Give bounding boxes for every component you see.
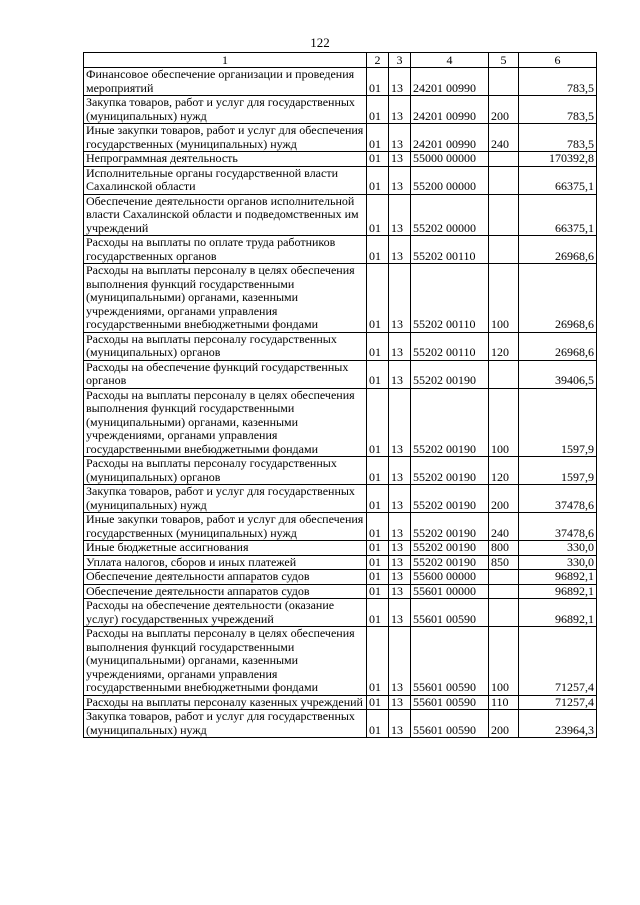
row-subsection: 13 (389, 96, 411, 124)
row-expense-type: 800 (489, 541, 519, 556)
row-name: Обеспечение деятельности аппаратов судов (84, 570, 367, 585)
row-subsection: 13 (389, 236, 411, 264)
row-section: 01 (367, 152, 389, 167)
budget-table (83, 52, 597, 738)
row-amount: 71257,4 (519, 695, 597, 710)
row-name: Обеспечение деятельности аппаратов судов (84, 584, 367, 599)
row-section: 01 (367, 513, 389, 541)
row-amount: 37478,6 (519, 513, 597, 541)
row-amount: 26968,6 (519, 332, 597, 360)
row-target-article: 24201 00990 (411, 124, 489, 152)
table-row (84, 124, 597, 152)
table-row (84, 96, 597, 124)
row-amount: 26968,6 (519, 264, 597, 333)
row-section: 01 (367, 485, 389, 513)
row-expense-type: 240 (489, 513, 519, 541)
row-subsection: 13 (389, 264, 411, 333)
row-section: 01 (367, 695, 389, 710)
table-row (84, 194, 597, 236)
row-target-article: 55601 00590 (411, 599, 489, 627)
row-name: Иные закупки товаров, работ и услуг для обеспечения государственных (муниципальных) нужд (84, 513, 367, 541)
row-name: Закупка товаров, работ и услуг для государственных (муниципальных) нужд (84, 710, 367, 738)
row-amount: 330,0 (519, 541, 597, 556)
row-amount: 96892,1 (519, 599, 597, 627)
row-subsection: 13 (389, 360, 411, 388)
row-amount: 66375,1 (519, 194, 597, 236)
row-name: Расходы на выплаты персоналу казенных учреждений (84, 695, 367, 710)
row-expense-type (489, 236, 519, 264)
header-col-5: 5 (489, 53, 519, 68)
table-row (84, 541, 597, 556)
row-subsection: 13 (389, 166, 411, 194)
row-target-article: 55202 00110 (411, 332, 489, 360)
row-name: Расходы на выплаты по оплате труда работников государственных органов (84, 236, 367, 264)
row-name: Расходы на выплаты персоналу государственных (муниципальных) органов (84, 457, 367, 485)
row-section: 01 (367, 124, 389, 152)
row-target-article: 55202 00190 (411, 360, 489, 388)
row-amount: 783,5 (519, 124, 597, 152)
row-expense-type (489, 194, 519, 236)
table-row (84, 360, 597, 388)
row-amount: 96892,1 (519, 584, 597, 599)
row-subsection: 13 (389, 599, 411, 627)
row-name: Расходы на выплаты персоналу в целях обеспечения выполнения функций государственными (муниципальными) органами, казенными учреждениями, органами управления государственными внебюджетными фондами (84, 627, 367, 696)
row-subsection: 13 (389, 627, 411, 696)
row-expense-type: 120 (489, 332, 519, 360)
row-expense-type (489, 584, 519, 599)
row-target-article: 55202 00190 (411, 513, 489, 541)
row-expense-type: 200 (489, 96, 519, 124)
row-name: Расходы на выплаты персоналу государственных (муниципальных) органов (84, 332, 367, 360)
row-target-article: 55202 00190 (411, 457, 489, 485)
row-amount: 1597,9 (519, 388, 597, 457)
row-name: Расходы на обеспечение деятельности (оказание услуг) государственных учреждений (84, 599, 367, 627)
row-name: Иные бюджетные ассигнования (84, 541, 367, 556)
row-section: 01 (367, 570, 389, 585)
row-expense-type: 100 (489, 264, 519, 333)
row-subsection: 13 (389, 388, 411, 457)
row-name: Непрограммная деятельность (84, 152, 367, 167)
row-name: Расходы на выплаты персоналу в целях обеспечения выполнения функций государственными (муниципальными) органами, казенными учреждениями, органами управления государственными внебюджетными фондами (84, 264, 367, 333)
row-name: Уплата налогов, сборов и иных платежей (84, 555, 367, 570)
row-section: 01 (367, 555, 389, 570)
header-col-1: 1 (84, 53, 367, 68)
table-row (84, 584, 597, 599)
row-expense-type: 200 (489, 710, 519, 738)
row-amount: 23964,3 (519, 710, 597, 738)
header-col-3: 3 (389, 53, 411, 68)
row-expense-type: 240 (489, 124, 519, 152)
row-target-article: 55202 00190 (411, 485, 489, 513)
row-name: Закупка товаров, работ и услуг для государственных (муниципальных) нужд (84, 96, 367, 124)
row-amount: 26968,6 (519, 236, 597, 264)
row-target-article: 24201 00990 (411, 68, 489, 96)
row-expense-type (489, 360, 519, 388)
row-target-article: 55202 00000 (411, 194, 489, 236)
row-target-article: 55601 00590 (411, 710, 489, 738)
table-row (84, 627, 597, 696)
row-name: Расходы на обеспечение функций государственных органов (84, 360, 367, 388)
row-name: Финансовое обеспечение организации и проведения мероприятий (84, 68, 367, 96)
row-target-article: 55202 00190 (411, 555, 489, 570)
row-subsection: 13 (389, 332, 411, 360)
row-subsection: 13 (389, 710, 411, 738)
row-amount: 783,5 (519, 68, 597, 96)
header-col-4: 4 (411, 53, 489, 68)
row-subsection: 13 (389, 584, 411, 599)
row-expense-type (489, 68, 519, 96)
table-row (84, 332, 597, 360)
row-name: Расходы на выплаты персоналу в целях обеспечения выполнения функций государственными (муниципальными) органами, казенными учреждениями, органами управления государственными внебюджетными фондами (84, 388, 367, 457)
table-row (84, 570, 597, 585)
row-target-article: 55202 00190 (411, 541, 489, 556)
row-target-article: 55601 00590 (411, 695, 489, 710)
row-amount: 66375,1 (519, 166, 597, 194)
row-target-article: 55202 00110 (411, 236, 489, 264)
row-name: Обеспечение деятельности органов исполнительной власти Сахалинской области и подведомственных им учреждений (84, 194, 367, 236)
header-col-2: 2 (367, 53, 389, 68)
row-subsection: 13 (389, 555, 411, 570)
table-row (84, 166, 597, 194)
table-row (84, 152, 597, 167)
table-row (84, 264, 597, 333)
row-target-article: 55200 00000 (411, 166, 489, 194)
row-amount: 1597,9 (519, 457, 597, 485)
page-number: 122 (310, 35, 330, 50)
row-section: 01 (367, 584, 389, 599)
row-amount: 170392,8 (519, 152, 597, 167)
row-amount: 71257,4 (519, 627, 597, 696)
row-subsection: 13 (389, 68, 411, 96)
table-row (84, 555, 597, 570)
row-expense-type: 200 (489, 485, 519, 513)
row-subsection: 13 (389, 194, 411, 236)
row-subsection: 13 (389, 457, 411, 485)
row-section: 01 (367, 96, 389, 124)
row-section: 01 (367, 388, 389, 457)
row-subsection: 13 (389, 124, 411, 152)
row-expense-type: 850 (489, 555, 519, 570)
table-row (84, 236, 597, 264)
row-target-article: 55202 00110 (411, 264, 489, 333)
row-section: 01 (367, 457, 389, 485)
row-expense-type (489, 152, 519, 167)
table-row (84, 695, 597, 710)
row-target-article: 24201 00990 (411, 96, 489, 124)
row-amount: 37478,6 (519, 485, 597, 513)
row-section: 01 (367, 194, 389, 236)
row-name: Иные закупки товаров, работ и услуг для обеспечения государственных (муниципальных) нужд (84, 124, 367, 152)
row-subsection: 13 (389, 695, 411, 710)
row-section: 01 (367, 166, 389, 194)
row-section: 01 (367, 236, 389, 264)
row-section: 01 (367, 264, 389, 333)
row-expense-type: 100 (489, 388, 519, 457)
row-subsection: 13 (389, 541, 411, 556)
row-target-article: 55601 00000 (411, 584, 489, 599)
table-row (84, 388, 597, 457)
table-row (84, 485, 597, 513)
row-subsection: 13 (389, 485, 411, 513)
row-expense-type: 120 (489, 457, 519, 485)
row-target-article: 55000 00000 (411, 152, 489, 167)
row-expense-type (489, 599, 519, 627)
row-section: 01 (367, 710, 389, 738)
row-target-article: 55601 00590 (411, 627, 489, 696)
row-expense-type: 110 (489, 695, 519, 710)
row-amount: 330,0 (519, 555, 597, 570)
row-target-article: 55202 00190 (411, 388, 489, 457)
row-target-article: 55600 00000 (411, 570, 489, 585)
row-subsection: 13 (389, 570, 411, 585)
row-section: 01 (367, 332, 389, 360)
row-subsection: 13 (389, 513, 411, 541)
table-row (84, 710, 597, 738)
row-subsection: 13 (389, 152, 411, 167)
row-expense-type: 100 (489, 627, 519, 696)
row-name: Закупка товаров, работ и услуг для государственных (муниципальных) нужд (84, 485, 367, 513)
table-row (84, 457, 597, 485)
table-row (84, 68, 597, 96)
row-expense-type (489, 570, 519, 585)
table-row (84, 513, 597, 541)
row-amount: 96892,1 (519, 570, 597, 585)
row-amount: 783,5 (519, 96, 597, 124)
table-row (84, 599, 597, 627)
row-expense-type (489, 166, 519, 194)
row-amount: 39406,5 (519, 360, 597, 388)
row-section: 01 (367, 599, 389, 627)
row-section: 01 (367, 541, 389, 556)
row-name: Исполнительные органы государственной власти Сахалинской области (84, 166, 367, 194)
table-header-row (84, 53, 597, 68)
header-col-6: 6 (519, 53, 597, 68)
row-section: 01 (367, 68, 389, 96)
row-section: 01 (367, 627, 389, 696)
row-section: 01 (367, 360, 389, 388)
